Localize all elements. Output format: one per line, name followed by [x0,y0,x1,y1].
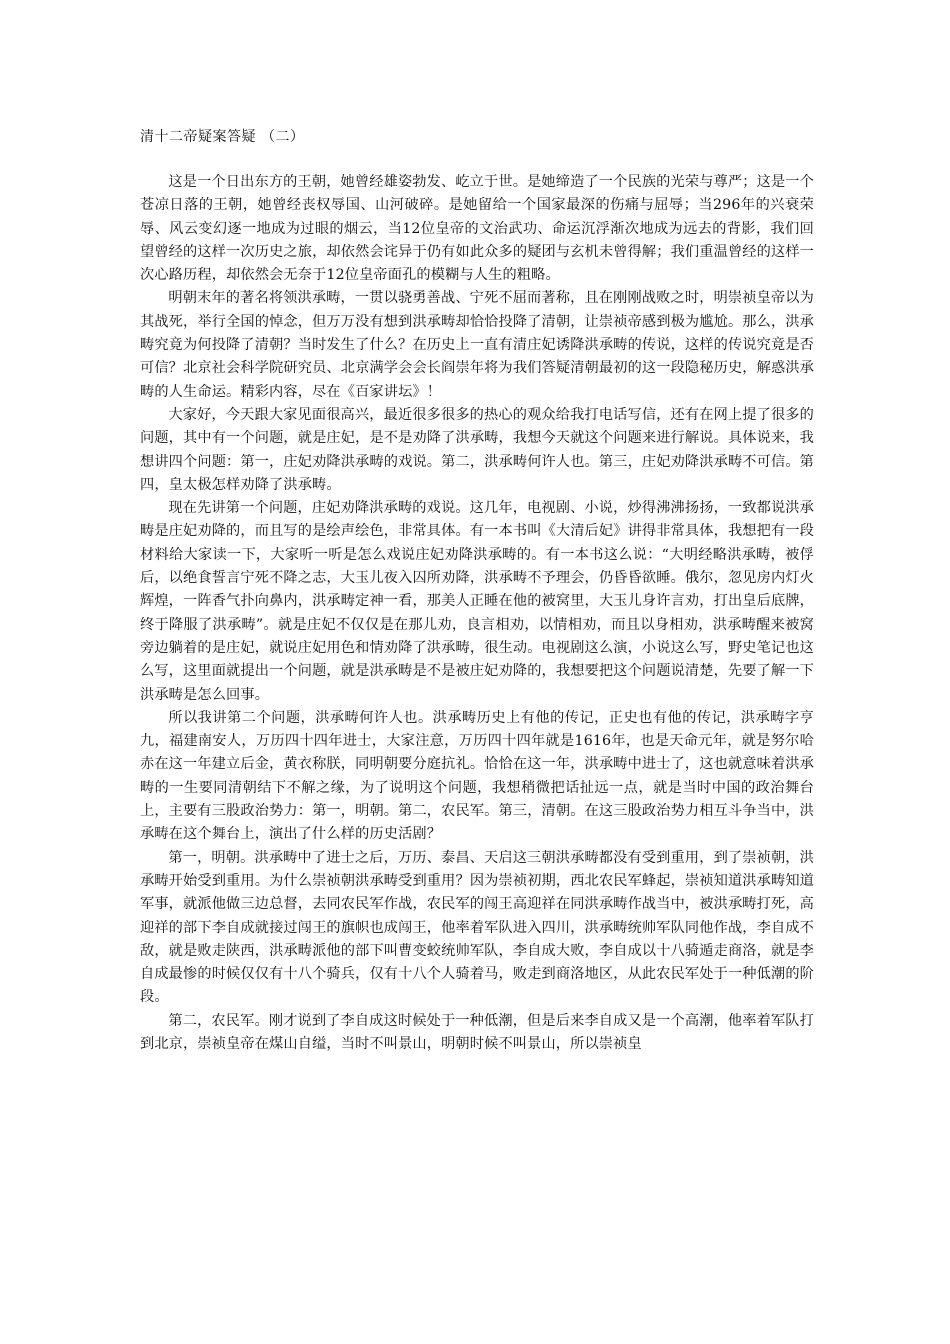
paragraph-question-one: 现在先讲第一个问题，庄妃劝降洪承畴的戏说。这几年，电视剧、小说，炒得沸沸扬扬，一致都说洪承畴是庄妃劝降的，而且写的是绘声绘色，非常具体。有一本书叫《大清后妃》讲得非常具体，我想把有一段材料给大家读一下，大家听一听是怎么戏说庄妃劝降洪承畴的。有一本书这么说：“大明经略洪承畴，被俘后，以绝食誓言宁死不降之志，大玉儿夜入囚所劝降，洪承畴不予理会，仍昏昏欲睡。俄尔，忽见房内灯火辉煌，一阵香气扑向鼻内，洪承畴定神一看，那美人正睡在他的被窝里，大玉儿身许言劝，打出皇后底牌，终于降服了洪承畴”。就是庄妃不仅仅是在那儿劝，良言相劝，以情相劝，而且以身相劝，洪承畴醒来被窝旁边躺着的是庄妃，就说庄妃用色和情劝降了洪承畴，很生动。电视剧这么演，小说这么写，野史笔记也这么写，这里面就提出一个问题，就是洪承畴是不是被庄妃劝降的，我想要把这个问题说清楚，先要了解一下洪承畴是怎么回事。 [140,500,814,703]
paragraph-greeting: 大家好，今天跟大家见面很高兴，最近很多很多的热心的观众给我打电话写信，还有在网上提了很多的问题，其中有一个问题，就是庄妃，是不是劝降了洪承畴，我想今天就这个问题来进行解说。具体说来，我想讲四个问题：第一，庄妃劝降洪承畴的戏说。第二，洪承畴何许人也。第三，庄妃劝降洪承畴不可信。第四，皇太极怎样劝降了洪承畴。 [140,406,814,493]
paragraph-peasant-army: 第二，农民军。刚才说到了李自成这时候处于一种低潮，但是后来李自成又是一个高潮，他率着军队打到北京，崇祯皇帝在煤山自缢，当时不叫景山，明朝时候不叫景山，所以崇祯皇 [140,1012,814,1052]
paragraph-ming: 第一，明朝。洪承畴中了进士之后，万历、泰昌、天启这三朝洪承畴都没有受到重用，到了崇祯朝，洪承畴开始受到重用。为什么崇祯朝洪承畴受到重用？因为崇祯初期，西北农民军蜂起，崇祯知道洪承畴知道军事，就派他做三边总督，去同农民军作战，农民军的闯王高迎祥在同洪承畴作战当中，被洪承畴打死，高迎祥的部下李自成就接过闯王的旗帜也成闯王，他率着军队进入四川，洪承畴统帅军队同他作战，李自成不敌，就是败走陕西，洪承畴派他的部下叫曹变蛟统帅军队，李自成大败，李自成以十八骑遁走商洛，就是李自成最惨的时候仅仅有十八个骑兵，仅有十八个人骑着马，败走到商洛地区，从此农民军处于一种低潮的阶段。 [140,849,814,1006]
paragraph-question-two: 所以我讲第二个问题，洪承畴何许人也。洪承畴历史上有他的传记，正史也有他的传记，洪承畴字亨九，福建南安人，万历四十四年进士，大家注意，万历四十四年就是1616年，也是天命元年，就是努尔哈赤在这一年建立后金，黄衣称朕，同明朝要分庭抗礼。恰恰在这一年，洪承畴中进士了，这也就意味着洪承畴的一生要同清朝结下不解之缘，为了说明这个问题，我想稍微把话扯远一点，就是当时中国的政治舞台上，主要有三股政治势力：第一，明朝。第二，农民军。第三，清朝。在这三股政治势力相互斗争当中，洪承畴在这个舞台上，演出了什么样的历史活剧？ [140,709,814,843]
paragraph-summary: 明朝末年的著名将领洪承畴，一贯以骁勇善战、宁死不屈而著称，且在刚刚战败之时，明崇祯皇帝以为其战死，举行全国的悼念，但万万没有想到洪承畴却恰恰投降了清朝，让崇祯帝感到极为尴尬。那么，洪承畴究竟为何投降了清朝？当时发生了什么？在历史上一直有清庄妃诱降洪承畴的传说，这样的传说究竟是否可信？北京社会科学院研究员、北京满学会会长阎崇年将为我们答疑清朝最初的这一段隐秘历史，解惑洪承畴的人生命运。精彩内容，尽在《百家讲坛》！ [140,290,814,400]
document-title: 清十二帝疑案答疑 （二） [140,129,305,145]
document-page [140,127,814,1056]
paragraph-intro: 这是一个日出东方的王朝，她曾经雄姿勃发、屹立于世。是她缔造了一个民族的光荣与尊严；这是一个苍凉日落的王朝，她曾经丧权辱国、山河破碎。是她留给一个国家最深的伤痛与屈辱；当296年的兴衰荣辱、风云变幻逐一地成为过眼的烟云，当12位皇帝的文治武功、命运沉浮渐次地成为远去的背影，我们回望曾经的这样一次历史之旅，却依然会诧异于仍有如此众多的疑团与玄机未曾得解；我们重温曾经的这样一次心路历程，却依然会无奈于12位皇帝面孔的模糊与人生的粗略。 [140,174,814,284]
